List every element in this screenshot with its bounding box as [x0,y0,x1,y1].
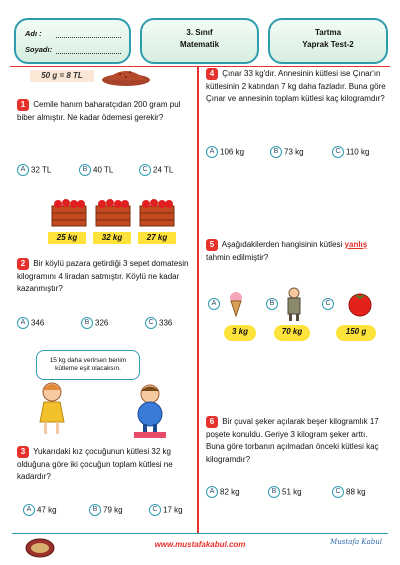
option-4a[interactable]: A 106 kg [206,146,244,158]
pepper-pile-icon [100,64,152,86]
tomato-icon [346,290,374,318]
question-4-text: Çınar 33 kg'dır. Annesinin kütlesi ise Çınar'ın kütlesinin 2 katından 7 kg daha fazladır. Buna göre Çınar ve annesinin toplam kütlesi kaç kilogramdır? [206,69,386,103]
tomato-baskets-icon [48,196,178,228]
question-number-2: 2 [17,258,29,270]
question-number-5: 5 [206,239,218,251]
basket-weight-1: 25 kg [48,232,86,244]
footer-website-link[interactable]: www.mustafakabul.com [154,540,246,549]
option-5c[interactable]: C [322,298,334,310]
question-6-options [206,486,386,500]
question-number-1: 1 [17,99,29,111]
question-2-text: Bir köylü pazara getirdiği 3 sepet domatesin kilogramını 4 liradan satmıştır. Köylü ne kadar kazanmıştır? [17,259,189,293]
question-4-options [206,146,386,160]
option-5a[interactable]: A [208,298,220,310]
question-5-text-a: Aşağıdakilerden hangisinin kütlesi [221,240,343,249]
option-4b[interactable]: B 73 kg [270,146,304,158]
question-4 [206,68,386,106]
option-1c[interactable]: C 24 TL [139,164,173,176]
subject-label: Matematik [179,40,220,49]
question-number-3: 3 [17,446,29,458]
item-5a-weight: 3 kg [224,325,256,341]
name-label: Adı : [25,29,42,38]
question-number-4: 4 [206,68,218,80]
question-6 [206,416,386,466]
option-2b[interactable]: B 326 [81,317,108,329]
question-1-text: Cemile hanım baharatçıdan 200 gram pul biber almıştır. Ne kadar ödemesi gerekir? [17,100,181,122]
question-5 [206,239,386,264]
option-3a[interactable]: A 47 kg [23,504,57,516]
item-5c-weight: 150 g [336,325,376,341]
question-1 [17,99,193,124]
question-5-wrong-word: yanlış [344,240,368,249]
question-2 [17,258,193,296]
question-5-text-b: tahmin edilmiştir? [206,252,269,262]
name-line [56,37,121,38]
basket-weight-2: 32 kg [93,232,131,244]
option-6a[interactable]: A 82 kg [206,486,240,498]
children-illustration [30,380,170,440]
option-3b[interactable]: B 79 kg [89,504,123,516]
speech-text: 15 kg daha verirsen benim kütleme eşit olacaksın. [49,357,127,372]
option-2a[interactable]: A 346 [17,317,44,329]
sheet-label: Yaprak Test-2 [302,40,354,49]
header-divider [10,66,390,67]
surname-line [56,53,121,54]
option-1b[interactable]: B 40 TL [79,164,113,176]
speech-bubble [36,350,140,380]
name-box [14,18,131,64]
option-6c[interactable]: C 88 kg [332,486,366,498]
question-3 [17,446,193,484]
question-3-options [17,504,193,518]
grade-box [140,18,259,64]
question-3-text: Yukarıdaki kız çocuğunun kütlesi 32 kg olduğuna göre iki çocuğun toplam kütlesi ne kadardır? [17,447,173,481]
option-1a[interactable]: A 32 TL [17,164,51,176]
pepper-price-label: 50 g = 8 TL [30,70,94,82]
item-5b-weight: 70 kg [274,325,310,341]
option-4c[interactable]: C 110 kg [332,146,369,158]
question-1-options [17,164,193,178]
surname-label: Soyadı: [25,45,53,54]
footer-divider [12,533,388,534]
option-6b[interactable]: B 51 kg [268,486,302,498]
footer-signature: Mustafa Kabul [330,538,382,546]
option-5b[interactable]: B [266,298,278,310]
grandpa-icon [282,286,306,322]
option-3c[interactable]: C 17 kg [149,504,183,516]
topic-box [268,18,388,64]
topic-label: Tartma [314,28,342,37]
question-6-text: Bir çuval şeker açılarak beşer kilogramlık 17 poşete konuldu. Geriye 3 kilogram şeker arttı. Buna göre torbanın açılmadan önceki kütlesi kaç kilogramdır? [206,417,379,464]
basket-weight-3: 27 kg [138,232,176,244]
grade-label: 3. Sınıf [186,28,213,37]
column-divider [197,66,199,534]
option-2c[interactable]: C 336 [145,317,172,329]
ice-cream-icon [224,290,248,318]
question-2-options [17,317,193,331]
school-logo-icon [24,538,56,558]
question-number-6: 6 [206,416,218,428]
